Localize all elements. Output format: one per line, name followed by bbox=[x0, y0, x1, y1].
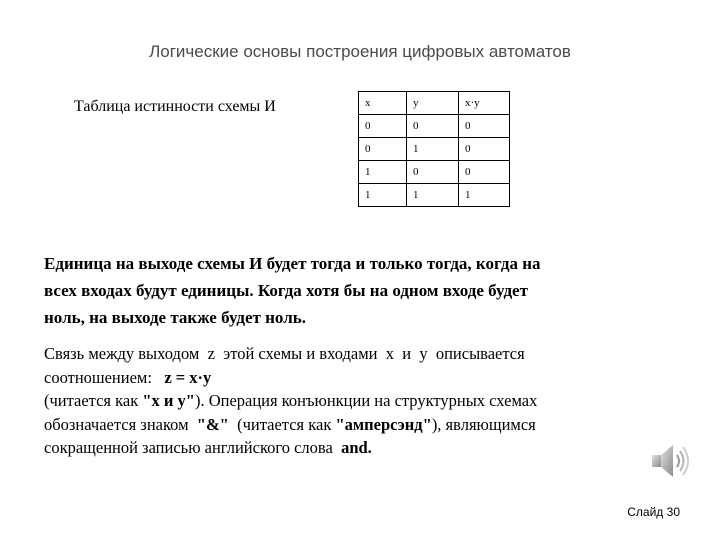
speaker-icon[interactable] bbox=[648, 438, 694, 484]
table-cell: 1 bbox=[459, 184, 510, 207]
truth-table bbox=[358, 91, 510, 207]
and-definition-paragraph bbox=[44, 250, 654, 331]
table-row bbox=[359, 138, 510, 161]
paragraph-line: (читается как "x и y"). Операция конъюнкции на структурных схемах bbox=[44, 391, 538, 410]
table-cell: 0 bbox=[459, 161, 510, 184]
var-y: y bbox=[419, 344, 428, 363]
table-row bbox=[359, 161, 510, 184]
paragraph-line: сокращенной записью английского слова and. bbox=[44, 438, 372, 457]
table-cell: 1 bbox=[359, 161, 407, 184]
table-caption: Таблица истинности схемы И bbox=[74, 98, 276, 115]
table-cell: 0 bbox=[407, 161, 459, 184]
paragraph-line: ноль, на выходе также будет ноль. bbox=[44, 308, 306, 327]
paragraph-line: соотношением: z = x·y bbox=[44, 367, 212, 387]
header-y: y bbox=[407, 92, 459, 115]
table-row bbox=[359, 115, 510, 138]
table-cell: 1 bbox=[407, 138, 459, 161]
slide-number: Слайд 30 bbox=[627, 505, 680, 519]
table-cell: 0 bbox=[459, 115, 510, 138]
header-x: x bbox=[359, 92, 407, 115]
var-z: z bbox=[207, 344, 215, 363]
table-header-row bbox=[359, 92, 510, 115]
formula: z = x·y bbox=[164, 367, 212, 387]
table-cell: 1 bbox=[359, 184, 407, 207]
reading-quote: "x и y" bbox=[142, 391, 195, 410]
conjunction-paragraph bbox=[44, 342, 684, 460]
paragraph-line: обозначается знаком "&" (читается как "амперсэнд"), являющимся bbox=[44, 414, 536, 434]
ampersand-quote: "амперсэнд" bbox=[335, 414, 432, 434]
table-cell: 0 bbox=[407, 115, 459, 138]
header-xy: x·y bbox=[459, 92, 510, 115]
ampersand-sign: "&" bbox=[196, 414, 229, 434]
table-cell: 0 bbox=[359, 115, 407, 138]
paragraph-line: всех входах будут единицы. Когда хотя бы на одном входе будет bbox=[44, 281, 528, 300]
table-cell: 1 bbox=[407, 184, 459, 207]
table-cell: 0 bbox=[459, 138, 510, 161]
slide-title: Логические основы построения цифровых автоматов bbox=[149, 42, 571, 61]
var-x: x bbox=[385, 344, 394, 363]
table-row bbox=[359, 184, 510, 207]
and-word: and. bbox=[341, 438, 372, 457]
table-cell: 0 bbox=[359, 138, 407, 161]
paragraph-line: Единица на выходе схемы И будет тогда и только тогда, когда на bbox=[44, 254, 541, 273]
paragraph-line: Связь между выходом z этой схемы и входами x и y описывается bbox=[44, 344, 525, 363]
